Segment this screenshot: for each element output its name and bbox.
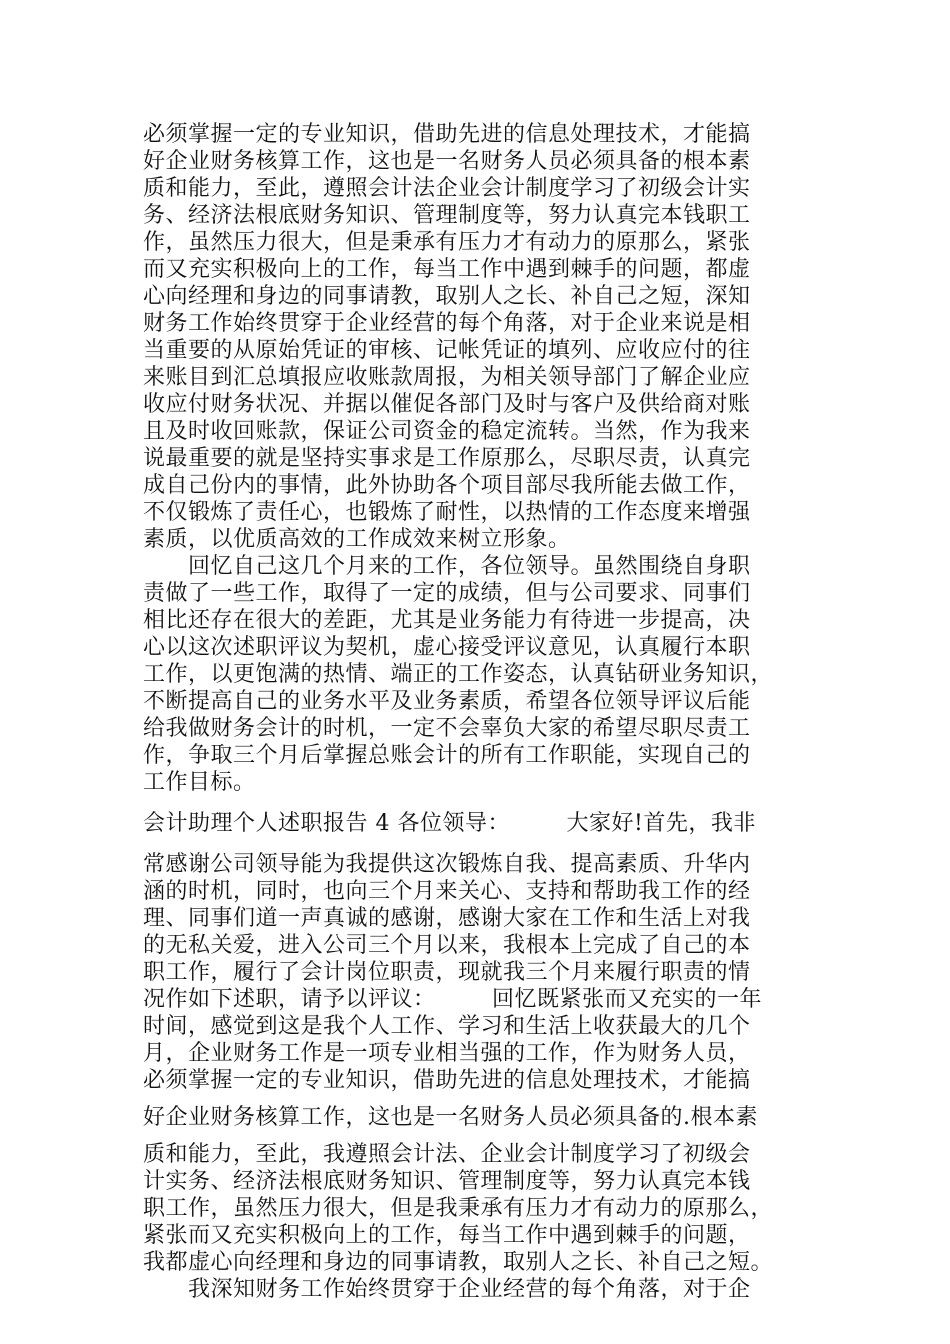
text-line: 回忆自己这几个月来的工作，各位领导。虽然围绕自身职 — [143, 554, 751, 579]
text-line: 工作目标。 — [143, 770, 256, 795]
text-line: 相比还存在很大的差距，尤其是业务能力有待进一步提高，决 — [143, 608, 751, 633]
text-line: 素质，以优质高效的工作成效来树立形象。 — [143, 527, 571, 552]
text-line: 质和能力，至此，我遵照会计法、企业会计制度学习了初级会 — [143, 1142, 751, 1167]
text-line: 说最重要的就是坚持实事求是工作原那么，尽职尽责，认真完 — [143, 446, 751, 471]
text-line: 当重要的从原始凭证的审核、记帐凭证的填列、应收应付的往 — [143, 338, 751, 363]
text-line: 我都虚心向经理和身边的同事请教，取别人之长、补自己之短。 — [143, 1250, 774, 1275]
section-heading-line: 会计助理个人述职报告 4 各位领导： 大家好!首先，我非 — [143, 811, 756, 836]
text-line: 不断提高自己的业务水平及业务素质，希望各位领导评议后能 — [143, 689, 751, 714]
text-line: 月，企业财务工作是一项专业相当强的工作，作为财务人员， — [143, 1041, 751, 1066]
text-line: 务、经济法根底财务知识、管理制度等，努力认真完本钱职工 — [143, 203, 751, 228]
text-line: 责做了一些工作，取得了一定的成绩，但与公司要求、同事们 — [143, 581, 751, 606]
text-line: 来账目到汇总填报应收账款周报，为相关领导部门了解企业应 — [143, 365, 751, 390]
text-line: 且及时收回账款，保证公司资金的稳定流转。当然，作为我来 — [143, 419, 751, 444]
text-line: 况作如下述职，请予以评议： 回忆既紧张而又充实的一年 — [143, 987, 763, 1012]
text-line: 成自己份内的事情，此外协助各个项目部尽我所能去做工作， — [143, 473, 751, 498]
text-line: 我深知财务工作始终贯穿于企业经营的每个角落，对于企 — [143, 1277, 751, 1302]
text-line: 而又充实积极向上的工作，每当工作中遇到棘手的问题，都虚 — [143, 257, 751, 282]
text-line: 财务工作始终贯穿于企业经营的每个角落，对于企业来说是相 — [143, 311, 751, 336]
text-line: 必须掌握一定的专业知识，借助先进的信息处理技术，才能搞 — [143, 1068, 751, 1093]
text-line: 必须掌握一定的专业知识，借助先进的信息处理技术，才能搞 — [143, 122, 751, 147]
text-line: 作，虽然压力很大，但是秉承有压力才有动力的原那么，紧张 — [143, 230, 751, 255]
text-line: 好企业财务核算工作，这也是一名财务人员必须具备的.根本素 — [143, 1105, 758, 1130]
text-line: 给我做财务会计的时机，一定不会辜负大家的希望尽职尽责工 — [143, 716, 751, 741]
text-line: 心以这次述职评议为契机，虚心接受评议意见，认真履行本职 — [143, 635, 751, 660]
text-line: 收应付财务状况、并据以催促各部门及时与客户及供给商对账 — [143, 392, 751, 417]
text-line: 职工作，履行了会计岗位职责，现就我三个月来履行职责的情 — [143, 960, 751, 985]
text-line: 理、同事们道一声真诚的感谢，感谢大家在工作和生活上对我 — [143, 906, 751, 931]
text-line: 的无私关爱，进入公司三个月以来，我根本上完成了自己的本 — [143, 933, 751, 958]
text-line: 好企业财务核算工作，这也是一名财务人员必须具备的根本素 — [143, 149, 751, 174]
text-line: 涵的时机，同时，也向三个月来关心、支持和帮助我工作的经 — [143, 879, 751, 904]
text-line: 紧张而又充实积极向上的工作，每当工作中遇到棘手的问题， — [143, 1223, 751, 1248]
text-line: 常感谢公司领导能为我提供这次锻炼自我、提高素质、升华内 — [143, 852, 751, 877]
text-line: 作，争取三个月后掌握总账会计的所有工作职能，实现自己的 — [143, 743, 751, 768]
text-line: 计实务、经济法根底财务知识、管理制度等，努力认真完本钱 — [143, 1169, 751, 1194]
text-line: 工作，以更饱满的热情、端正的工作姿态，认真钻研业务知识， — [143, 662, 774, 687]
text-line: 心向经理和身边的同事请教，取别人之长、补自己之短，深知 — [143, 284, 751, 309]
text-line: 职工作，虽然压力很大，但是我秉承有压力才有动力的原那么， — [143, 1196, 774, 1221]
text-line: 不仅锻炼了责任心，也锻炼了耐性，以热情的工作态度来增强 — [143, 500, 751, 525]
text-line: 时间，感觉到这是我个人工作、学习和生活上收获最大的几个 — [143, 1014, 751, 1039]
text-line: 质和能力，至此，遵照会计法企业会计制度学习了初级会计实 — [143, 176, 751, 201]
